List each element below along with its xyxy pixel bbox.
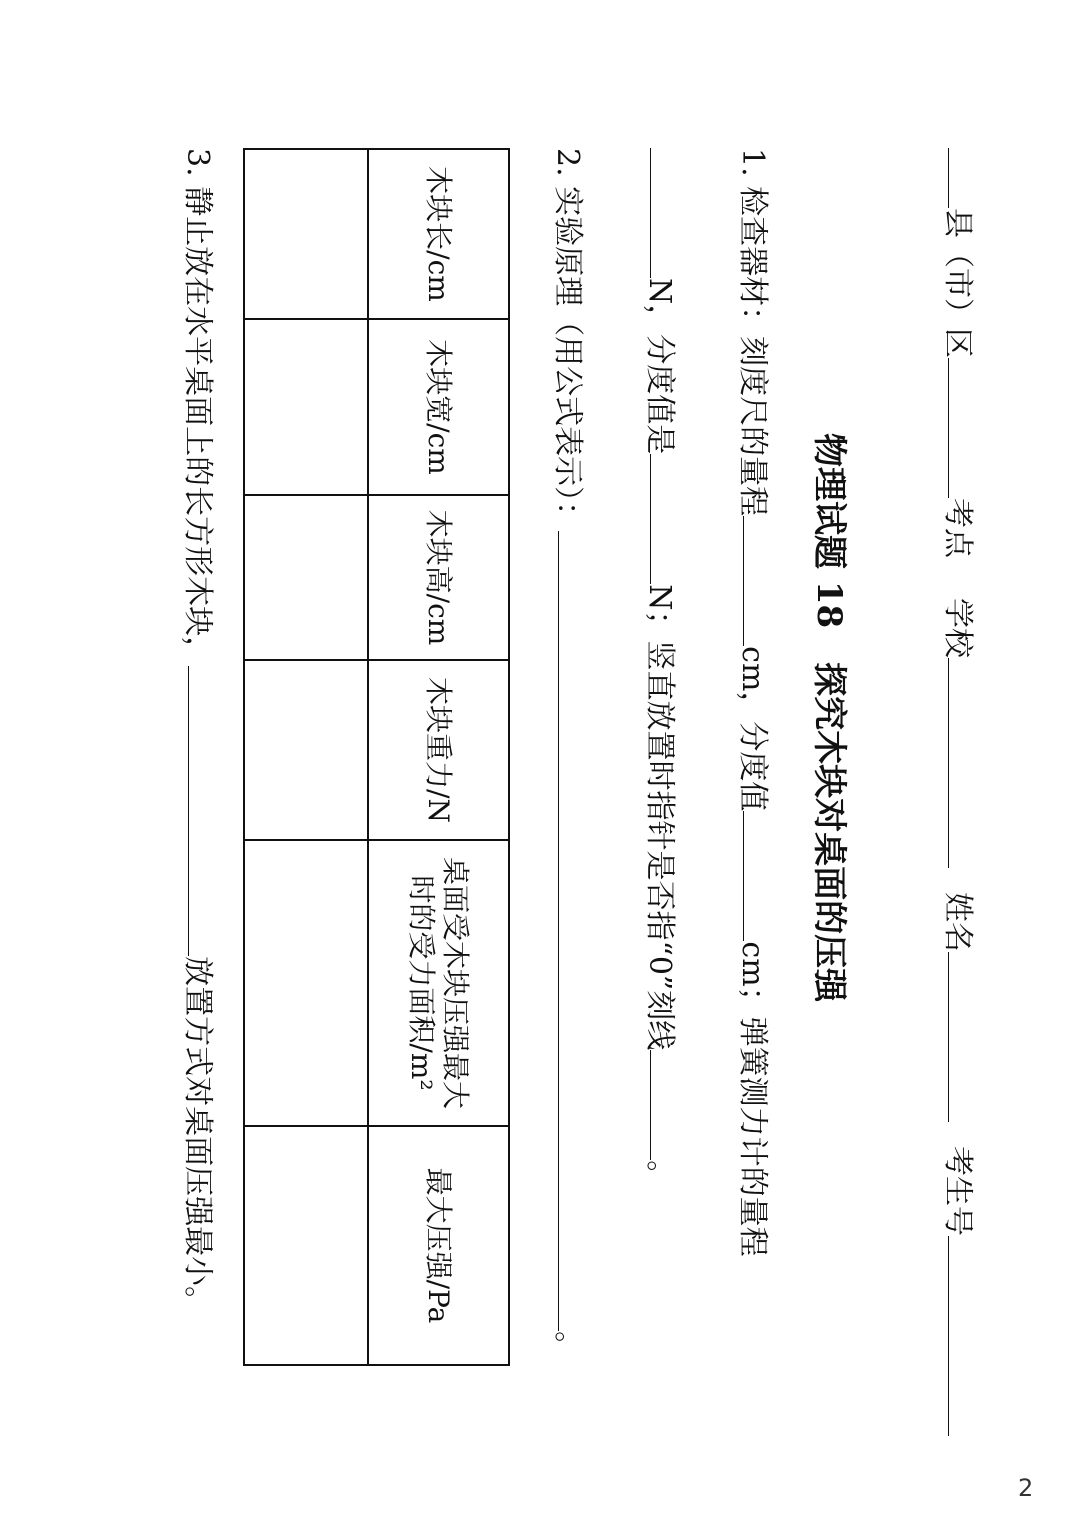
table-header-cell: 桌面受木块压强最大时的受力面积/m² bbox=[368, 840, 509, 1126]
formula-blank[interactable] bbox=[558, 531, 585, 1331]
table-header-cell: 木块长/cm bbox=[368, 149, 509, 319]
question-1-prefix: 检查器材：刻度尺的量程 bbox=[735, 186, 770, 517]
question-1-end: 。 bbox=[642, 1160, 677, 1191]
table-input-cell[interactable] bbox=[244, 495, 368, 660]
table-input-cell[interactable] bbox=[244, 1126, 368, 1365]
question-2-text: 实验原理（用公式表示）： bbox=[550, 186, 585, 532]
table-header-cell: 木块重力/N bbox=[368, 660, 509, 840]
table-header-row bbox=[368, 149, 509, 1365]
table-input-cell[interactable] bbox=[244, 660, 368, 840]
name-label: 姓名 bbox=[940, 892, 975, 952]
question-1-unit-cm-1: cm，分度值 bbox=[735, 646, 770, 812]
page-title: 物理试题 18 探究木块对桌面的压强 bbox=[809, 433, 849, 1003]
placement-blank[interactable] bbox=[188, 666, 215, 956]
county-blank[interactable] bbox=[948, 148, 975, 208]
question-1-unit-cm-2: cm；弹簧测力计的量程 bbox=[735, 941, 770, 1257]
question-2 bbox=[549, 148, 585, 1361]
question-2-end: 。 bbox=[550, 1331, 585, 1362]
question-2-number: 2. bbox=[550, 148, 585, 177]
ruler-division-blank[interactable] bbox=[743, 811, 770, 941]
question-1-line-1 bbox=[734, 148, 770, 1257]
school-blank[interactable] bbox=[948, 658, 975, 868]
table-header-cell: 最大压强/Pa bbox=[368, 1126, 509, 1365]
question-3-number: 3. bbox=[180, 148, 215, 177]
question-3 bbox=[179, 148, 215, 1316]
zero-check-blank[interactable] bbox=[650, 1050, 677, 1160]
spring-range-blank[interactable] bbox=[650, 148, 677, 278]
page-number: 2 bbox=[1018, 1474, 1034, 1502]
exam-site-blank[interactable] bbox=[948, 358, 975, 498]
question-3-suffix: 放置方式对桌面压强最小。 bbox=[180, 956, 215, 1317]
table-header-cell: 木块高/cm bbox=[368, 495, 509, 660]
county-label: 县（市）区 bbox=[940, 208, 975, 358]
exam-number-blank[interactable] bbox=[948, 1236, 975, 1436]
question-1-number: 1. bbox=[735, 148, 770, 177]
spring-division-blank[interactable] bbox=[650, 454, 677, 584]
school-label: 学校 bbox=[940, 598, 975, 658]
question-1-unit-n-2: N；竖直放置时指针是否指“0”刻线 bbox=[642, 584, 677, 1051]
table-input-cell[interactable] bbox=[244, 319, 368, 495]
data-table bbox=[243, 148, 510, 1366]
exam-site-label: 考点 bbox=[940, 498, 975, 558]
table-row bbox=[244, 149, 368, 1365]
ruler-range-blank[interactable] bbox=[743, 516, 770, 646]
exam-sheet bbox=[180, 148, 975, 1408]
question-1-line-2 bbox=[641, 148, 677, 1190]
table-input-cell[interactable] bbox=[244, 149, 368, 319]
table-header-cell: 木块宽/cm bbox=[368, 319, 509, 495]
question-1-unit-n-1: N，分度值是 bbox=[642, 278, 677, 455]
header-info-row bbox=[939, 148, 975, 1436]
table-input-cell[interactable] bbox=[244, 840, 368, 1126]
exam-number-label: 考生号 bbox=[940, 1146, 975, 1236]
question-3-text: 静止放在水平桌面上的长方形木块， bbox=[180, 186, 215, 667]
name-blank[interactable] bbox=[948, 952, 975, 1122]
